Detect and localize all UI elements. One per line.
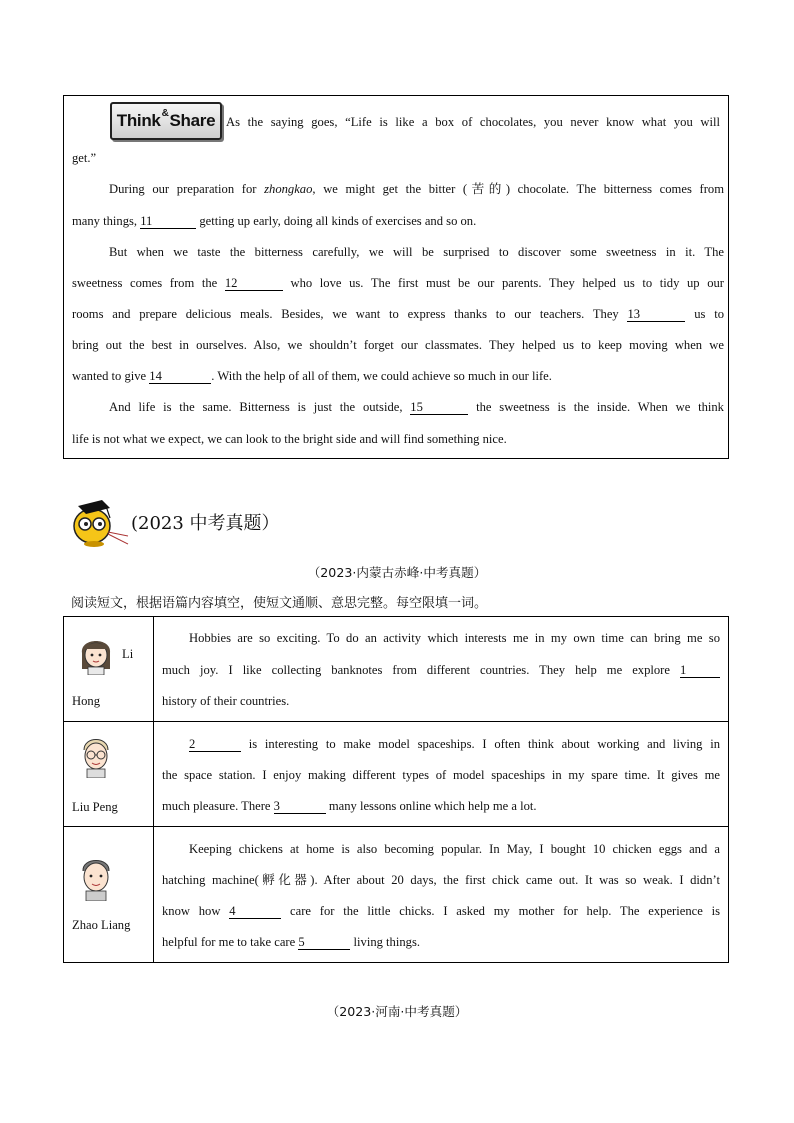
text: much joy. I like collecting banknotes from different countries. They help me explore xyxy=(162,663,680,677)
blank-5[interactable]: 5 xyxy=(298,936,350,950)
person-name: Zhao Liang xyxy=(72,918,131,932)
row3-line-1: Keeping chickens at home is also becoming popular. In May, I bought 10 chicken eggs and a xyxy=(189,842,720,856)
text: getting up early, doing all kinds of exercises and so on. xyxy=(196,214,477,228)
text: And life is the same. Bitterness is just the outside, xyxy=(109,400,411,414)
passage-line-10 xyxy=(109,399,724,415)
text: know how xyxy=(162,904,230,918)
instruction-text: 阅读短文，根据语篇内容填空，使短文通顺、意思完整。每空限填一词。 xyxy=(71,596,488,611)
text: is interesting to make model spaceships. I often think about working and living in xyxy=(241,737,720,751)
passage-line-6 xyxy=(72,275,724,291)
passage-box xyxy=(63,95,729,459)
blank-1[interactable]: 1 xyxy=(680,664,720,678)
logo-text-amp: & xyxy=(161,107,169,119)
text: . With the help of all of them, we could achieve so much in our life. xyxy=(211,369,552,383)
row2-line-2: the space station. I enjoy making different types of model spaceships in my spare time. It gives me xyxy=(162,768,720,782)
text-cell xyxy=(154,722,729,827)
boy-glasses-avatar-icon xyxy=(76,732,116,778)
section-title: (2023 中考真题） xyxy=(131,513,280,534)
table-row-liu-peng xyxy=(64,722,729,827)
row2-line-1 xyxy=(189,736,720,752)
text: sweetness comes from the xyxy=(72,276,225,290)
logo-text-think: Think xyxy=(116,111,161,130)
logo-text-share: Share xyxy=(169,111,216,130)
text: During our preparation for xyxy=(109,182,265,196)
text-cell xyxy=(154,827,729,963)
person-name-first: Li xyxy=(122,647,134,661)
think-and-share-logo xyxy=(110,102,222,140)
person-name-last: Hong xyxy=(72,694,100,708)
text: who love us. The first must be our parents. They helped us to tidy up our xyxy=(282,276,724,290)
passage-line-2: get.” xyxy=(72,151,97,165)
blank-3[interactable]: 3 xyxy=(274,800,326,814)
blank-11[interactable]: 11 xyxy=(140,215,196,229)
text-italic: zhongkao xyxy=(264,182,313,196)
text: many things, xyxy=(72,214,141,228)
blank-2[interactable]: 2 xyxy=(189,738,241,752)
row1-line-2 xyxy=(162,662,720,678)
text: rooms and prepare delicious meals. Besides, we want to express thanks to our teachers. They xyxy=(72,307,628,321)
person-cell xyxy=(64,617,154,722)
source-label-2: （2023·河南·中考真题） xyxy=(326,1004,468,1019)
row1-line-1: Hobbies are so exciting. To do an activity which interests me in my own time can bring me so xyxy=(189,631,720,645)
text: wanted to give xyxy=(72,369,150,383)
text: living things. xyxy=(350,935,420,949)
blank-13[interactable]: 13 xyxy=(627,308,685,322)
table-row-li-hong xyxy=(64,617,729,722)
blank-14[interactable]: 14 xyxy=(149,370,211,384)
row3-line-2: hatching machine(孵化器). After about 20 days, the first chick came out. It was so weak. I didn’t xyxy=(162,873,720,887)
text: , we might get the bitter (苦的) chocolate. The bitterness comes from xyxy=(312,182,724,196)
girl-avatar-icon xyxy=(76,631,116,675)
boy-avatar-icon xyxy=(74,851,118,901)
person-cell xyxy=(64,722,154,827)
blank-12[interactable]: 12 xyxy=(225,277,283,291)
row3-line-3 xyxy=(162,903,720,919)
row3-line-4 xyxy=(162,934,720,950)
passage-line-3 xyxy=(109,181,724,197)
text: care for the little chicks. I asked my mother for help. The experience is xyxy=(281,904,720,918)
text-cell xyxy=(154,617,729,722)
blank-15[interactable]: 15 xyxy=(410,401,468,415)
text: many lessons online which help me a lot. xyxy=(325,799,537,813)
person-cell xyxy=(64,827,154,963)
passage-line-8: bring out the best in ourselves. Also, we shouldn’t forget our classmates. They helped us to keep moving when we xyxy=(72,338,724,352)
table-row-zhao-liang xyxy=(64,827,729,963)
text: us to xyxy=(685,307,724,321)
passage-line-5: But when we taste the bitterness carefully, we will be surprised to discover some sweetness in it. The xyxy=(109,245,724,259)
passage-line-7 xyxy=(72,306,724,322)
blank-4[interactable]: 4 xyxy=(229,905,281,919)
text: the sweetness is the inside. When we think xyxy=(468,400,724,414)
hobbies-table xyxy=(63,616,729,963)
text: much pleasure. There xyxy=(162,799,274,813)
source-label-1: （2023·内蒙古赤峰·中考真题） xyxy=(307,565,487,580)
passage-line-4 xyxy=(72,213,724,229)
row1-line-3: history of their countries. xyxy=(162,694,290,708)
mascot-bee-icon xyxy=(70,496,132,548)
row2-line-3 xyxy=(162,798,720,814)
person-name: Liu Peng xyxy=(72,800,118,814)
text: helpful for me to take care xyxy=(162,935,299,949)
passage-line-9 xyxy=(72,368,724,384)
passage-line-1: As the saying goes, “Life is like a box of chocolates, you never know what you will xyxy=(226,115,720,129)
passage-line-11: life is not what we expect, we can look to the bright side and will find something nice. xyxy=(72,432,507,446)
